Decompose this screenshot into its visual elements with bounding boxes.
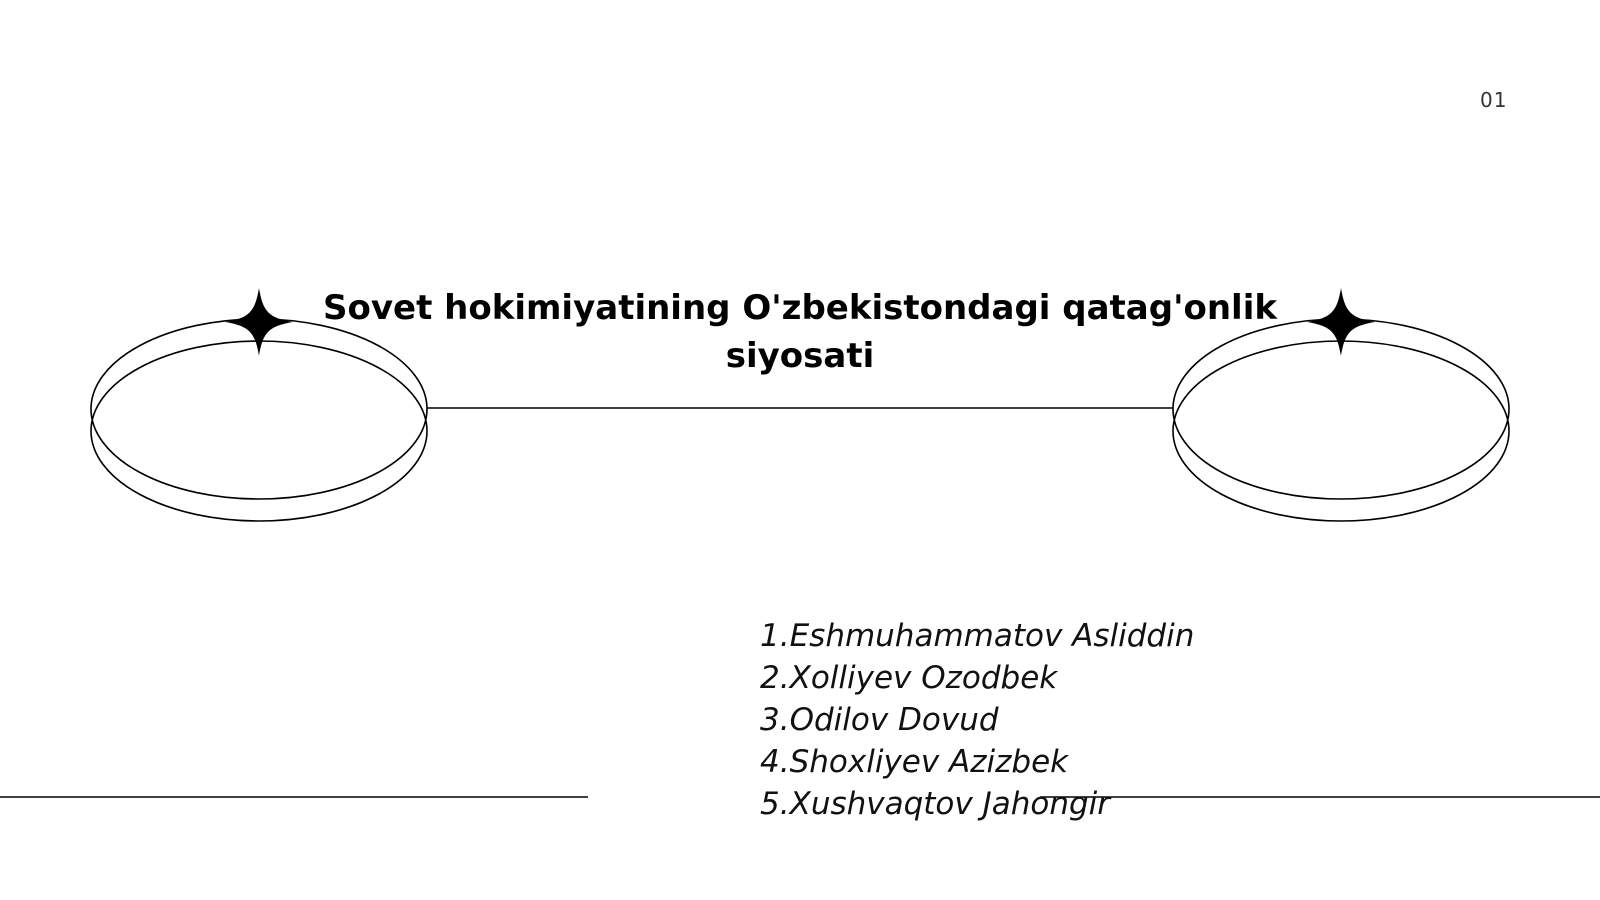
author-list-item: 3.Odilov Dovud: [760, 702, 999, 738]
page-number: 01: [1480, 88, 1508, 112]
author-list: [760, 615, 1194, 825]
author-list-item: 4.Shoxliyev Azizbek: [760, 744, 1069, 780]
four-point-star-icon: [225, 288, 293, 356]
slide-title: Sovet hokimiyatining O'zbekistondagi qatag'onlik siyosati: [323, 288, 1277, 376]
author-list-item: 5.Xushvaqtov Jahongir: [760, 786, 1111, 822]
author-list-item: 1.Eshmuhammatov Asliddin: [760, 618, 1195, 654]
author-list-item: 2.Xolliyev Ozodbek: [760, 660, 1058, 696]
four-point-star-icon: [1307, 288, 1375, 356]
